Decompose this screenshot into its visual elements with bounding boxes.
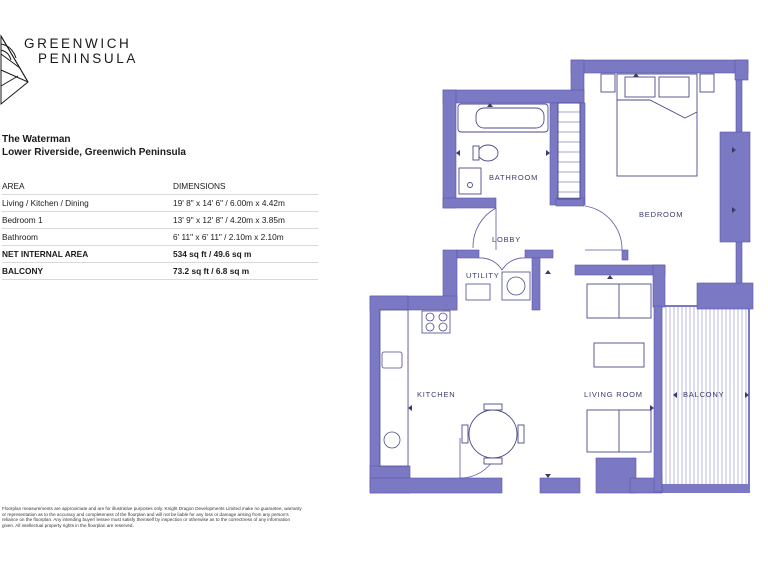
row-dimensions: 13' 9" x 12' 8" / 4.20m x 3.85m xyxy=(173,212,318,229)
table-row xyxy=(2,246,318,263)
kitchen-sink xyxy=(382,352,402,368)
row-dimensions: 19' 8" x 14' 6" / 6.00m x 4.42m xyxy=(173,195,318,212)
header-area: AREA xyxy=(2,178,173,195)
row-dimensions: 6' 11" x 6' 11" / 2.10m x 2.10m xyxy=(173,229,318,246)
label-bedroom: BEDROOM xyxy=(639,210,684,219)
dining-table xyxy=(469,410,517,458)
label-bathroom: BATHROOM xyxy=(489,173,539,182)
property-location: Lower Riverside, Greenwich Peninsula xyxy=(2,147,186,158)
coffee-table xyxy=(594,343,644,367)
table-row xyxy=(2,195,318,212)
row-area: Bathroom xyxy=(2,229,173,246)
area-dimensions-table xyxy=(2,178,318,280)
row-area: NET INTERNAL AREA xyxy=(2,246,173,263)
brand-line-1: GREENWICH xyxy=(24,36,132,51)
sink xyxy=(459,168,481,194)
property-title xyxy=(2,133,186,159)
kitchen-fixtures xyxy=(380,310,450,466)
toilet xyxy=(478,145,498,161)
table-header-row xyxy=(2,178,318,195)
table-row xyxy=(2,212,318,229)
dining-set xyxy=(462,404,524,464)
label-kitchen: KITCHEN xyxy=(417,390,456,399)
label-balcony: BALCONY xyxy=(683,390,725,399)
row-dimensions: 73.2 sq ft / 6.8 sq m xyxy=(173,263,318,280)
disclaimer-text: Floorplan measurements are approximate and are for illustrative purposes only. Knight Dragon Developments Limited make no guarantee, warranty or representation as to the accuracy and completeness of the floorplan and will not be liable for any loss or damage arising from any person's reliance on the floorplan. Any intending buyer/ lessee must satisfy themself by inspection or otherwise as to the correctness of any information given. All intellectual property rights in the floorplan are reserved. xyxy=(2,506,302,528)
table-row xyxy=(2,229,318,246)
row-area: Bedroom 1 xyxy=(2,212,173,229)
balcony-wall xyxy=(661,484,750,493)
row-area: BALCONY xyxy=(2,263,173,280)
towel-rail xyxy=(558,103,580,199)
property-name: The Waterman xyxy=(2,134,71,145)
brand-name xyxy=(24,36,138,66)
table-row xyxy=(2,263,318,280)
header-dimensions: DIMENSIONS xyxy=(173,178,318,195)
bed xyxy=(601,74,714,176)
row-dimensions: 534 sq ft / 49.6 sq m xyxy=(173,246,318,263)
bathroom-fixtures xyxy=(458,103,580,199)
label-living-room: LIVING ROOM xyxy=(584,390,643,399)
balcony-deck xyxy=(661,306,749,492)
floorplan xyxy=(365,55,765,495)
label-lobby: LOBBY xyxy=(492,235,522,244)
brand-line-2: PENINSULA xyxy=(38,51,138,66)
living-furniture xyxy=(587,284,651,452)
row-area: Living / Kitchen / Dining xyxy=(2,195,173,212)
label-utility: UTILITY xyxy=(466,271,500,280)
